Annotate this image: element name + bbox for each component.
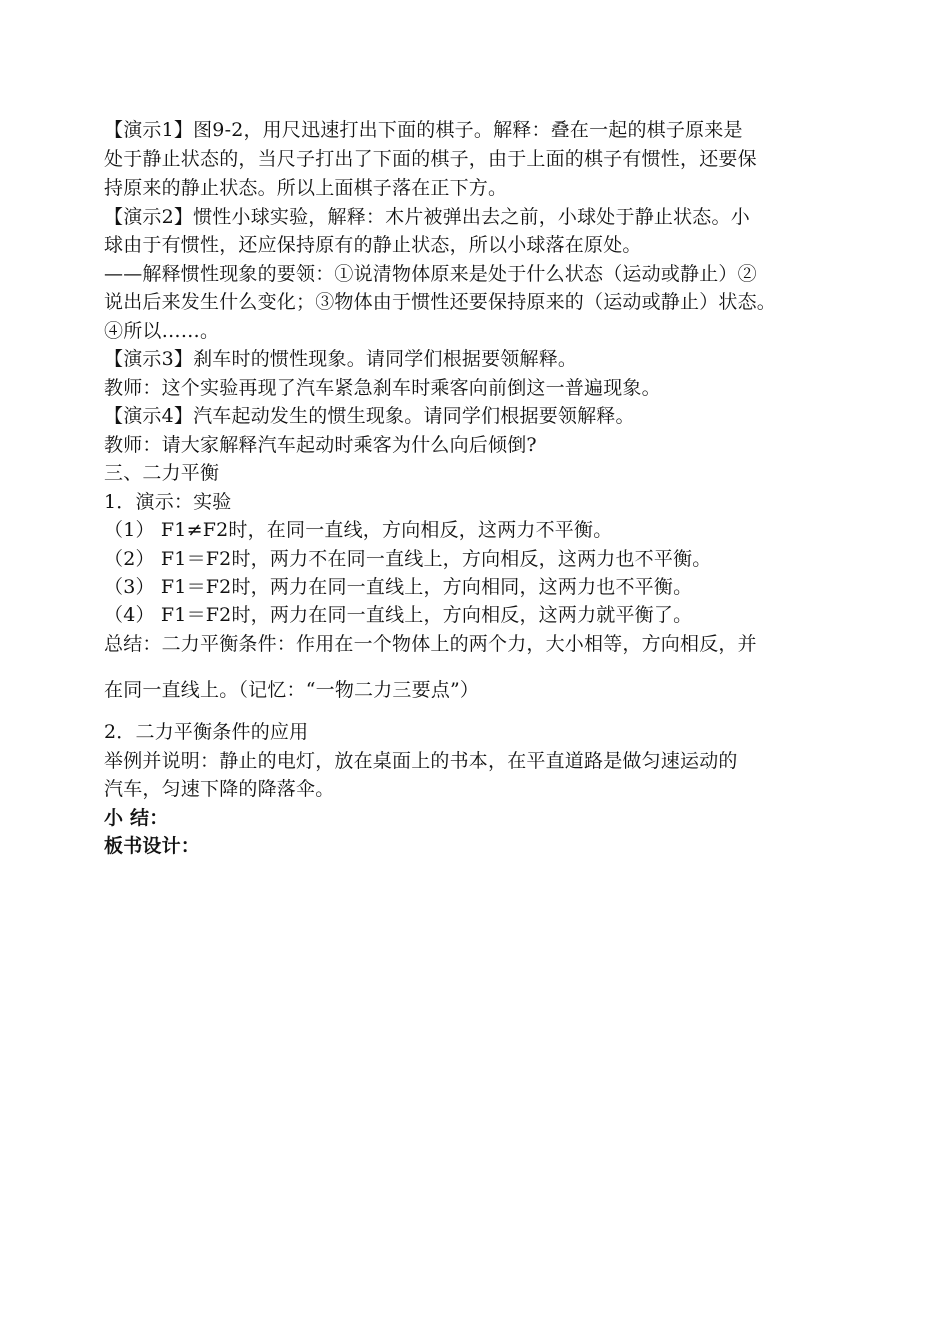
text-line: 【演示3】刹车时的惯性现象。请同学们根据要领解释。 [104, 348, 578, 370]
text-line: 1．演示：实验 [104, 491, 232, 513]
text-line: （1） F1≠F2时，在同一直线，方向相反，这两力不平衡。 [104, 519, 613, 541]
text-line: 说出后来发生什么变化；③物体由于惯性还要保持原来的（运动或静止）状态。 [104, 291, 777, 313]
text-line: 教师：请大家解释汽车起动时乘客为什么向后倾倒? [104, 434, 537, 456]
text-line: （3） F1＝F2时，两力在同一直线上，方向相同，这两力也不平衡。 [104, 576, 693, 598]
text-line: 球由于有惯性，还应保持原有的静止状态，所以小球落在原处。 [104, 234, 642, 256]
text-line: 【演示1】图9-2，用尺迅速打出下面的棋子。解释：叠在一起的棋子原来是 [104, 119, 743, 141]
text-line: 举例并说明：静止的电灯，放在桌面上的书本，在平直道路是做匀速运动的 [104, 750, 738, 772]
text-line: 处于静止状态的，当尺子打出了下面的棋子，由于上面的棋子有惯性，还要保 [104, 148, 757, 170]
text-line: ④所以……。 [104, 320, 220, 342]
text-line: 教师：这个实验再现了汽车紧急刹车时乘客向前倒这一普遍现象。 [104, 377, 661, 399]
text-line: ——解释惯性现象的要领：①说清物体原来是处于什么状态（运动或静止）② [104, 263, 757, 285]
text-line: 持原来的静止状态。所以上面棋子落在正下方。 [104, 177, 508, 199]
text-line: 在同一直线上。（记忆：“一物二力三要点”） [104, 679, 480, 701]
text-line: 2．二力平衡条件的应用 [104, 721, 309, 743]
text-line: 【演示2】惯性小球实验，解释：木片被弹出去之前，小球处于静止状态。小 [104, 206, 750, 228]
text-line: 汽车，匀速下降的降落伞。 [104, 778, 335, 800]
text-line: （2） F1＝F2时，两力不在同一直线上，方向相反，这两力也不平衡。 [104, 548, 712, 570]
summary-heading: 小 结： [104, 807, 169, 829]
text-line: （4） F1＝F2时，两力在同一直线上，方向相反，这两力就平衡了。 [104, 604, 693, 626]
text-line: 总结：二力平衡条件：作用在一个物体上的两个力，大小相等，方向相反，并 [104, 633, 757, 655]
section-heading: 三、二力平衡 [104, 462, 220, 484]
board-design-heading: 板书设计： [104, 835, 201, 857]
text-line: 【演示4】汽车起动发生的惯生现象。请同学们根据要领解释。 [104, 405, 635, 427]
